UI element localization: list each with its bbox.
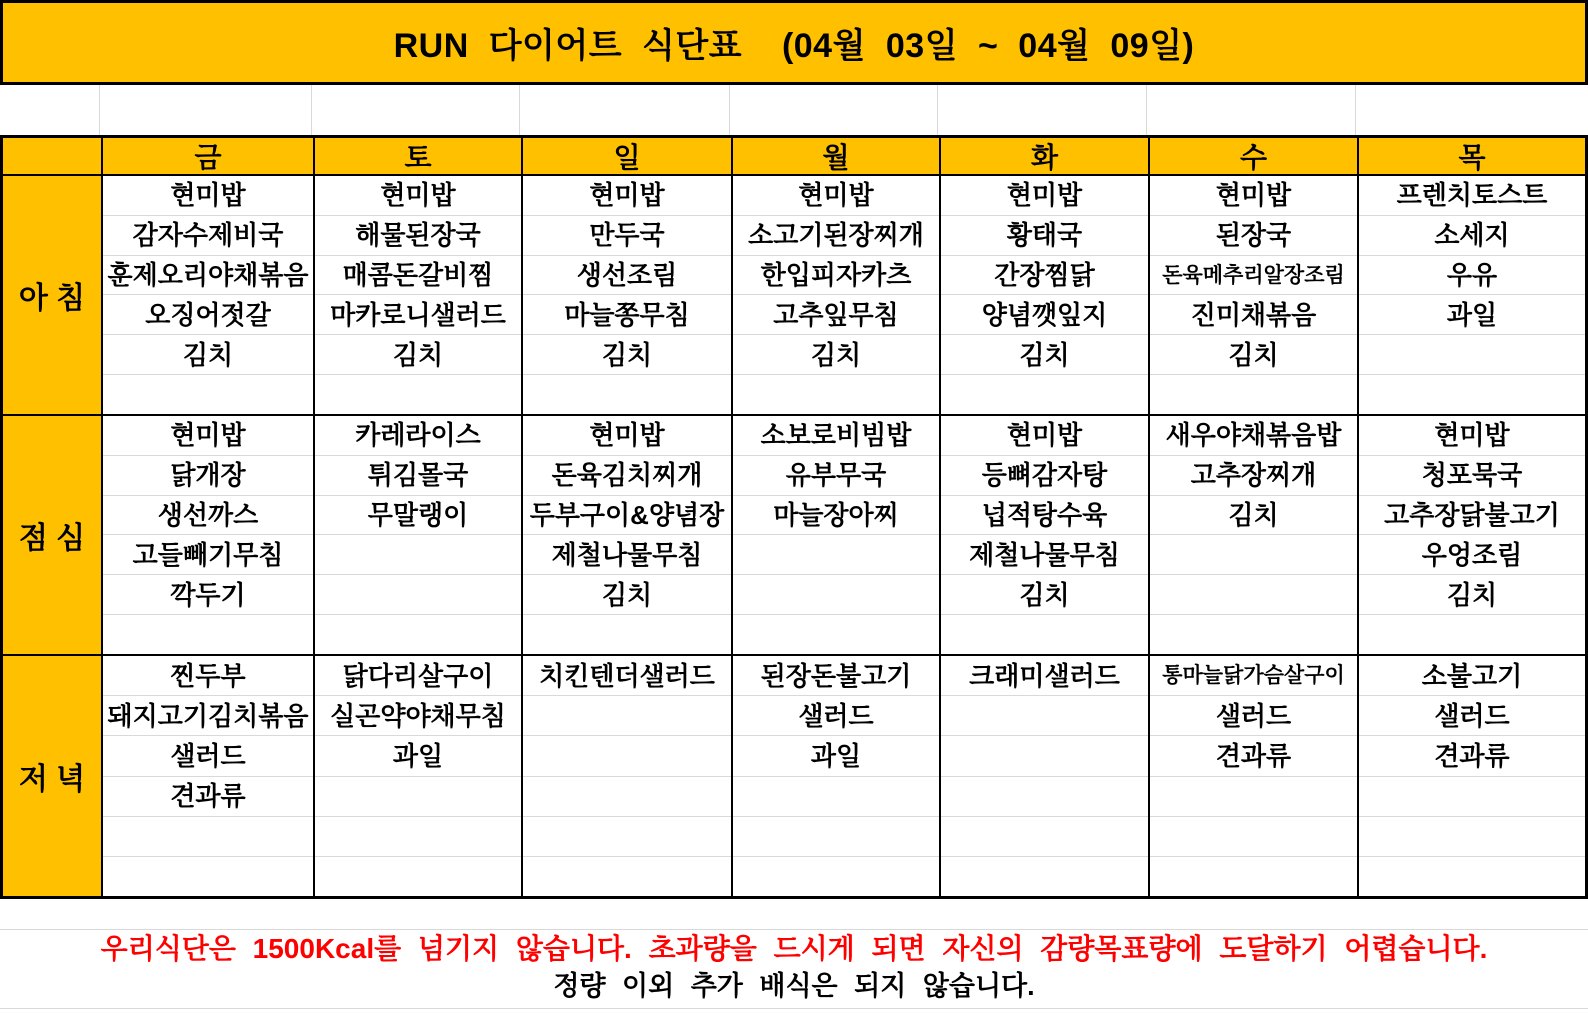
menu-item: 튀김몰국 — [315, 456, 521, 496]
corner-cell — [3, 138, 103, 176]
menu-item: 생선까스 — [103, 496, 313, 536]
empty-slot — [1150, 375, 1357, 414]
footer-divider — [0, 929, 1588, 930]
empty-slot — [1359, 615, 1585, 654]
menu-item: 찐두부 — [103, 656, 313, 696]
menu-item: 통마늘닭가슴살구이 — [1150, 656, 1357, 696]
spacer-cell — [1147, 85, 1356, 135]
spacer-cell — [938, 85, 1147, 135]
menu-item: 크래미샐러드 — [941, 656, 1148, 696]
empty-slot — [941, 817, 1148, 857]
menu-item: 소세지 — [1359, 216, 1585, 256]
menu-item: 현미밥 — [523, 176, 731, 216]
menu-item: 새우야채볶음밥 — [1150, 416, 1357, 456]
menu-item: 현미밥 — [1150, 176, 1357, 216]
menu-item: 김치 — [1150, 335, 1357, 375]
menu-item: 김치 — [941, 335, 1148, 375]
meal-label-lunch: 점 심 — [3, 416, 103, 656]
spacer-cell — [100, 85, 312, 135]
spacer-row — [0, 85, 1588, 135]
menu-cell-dinner-sun — [523, 656, 733, 896]
menu-cell-dinner-wed — [1150, 656, 1359, 896]
menu-cell-dinner-sat — [315, 656, 523, 896]
menu-item: 현미밥 — [733, 176, 939, 216]
calorie-warning-text: 우리식단은 1500Kcal를 넘기지 않습니다. 초과량을 드시게 되면 자신의 감량목표량에 도달하기 어렵습니다. — [100, 933, 1488, 964]
empty-slot — [523, 777, 731, 817]
menu-cell-lunch-sat — [315, 416, 523, 656]
empty-slot — [523, 817, 731, 857]
menu-item: 소보로비빔밥 — [733, 416, 939, 456]
menu-item: 김치 — [733, 335, 939, 375]
menu-item: 만두국 — [523, 216, 731, 256]
menu-item: 현미밥 — [941, 176, 1148, 216]
empty-slot — [1150, 857, 1357, 896]
menu-item: 생선조림 — [523, 256, 731, 296]
empty-slot — [315, 615, 521, 654]
empty-slot — [733, 777, 939, 817]
menu-item: 고추잎무침 — [733, 295, 939, 335]
menu-item: 카레라이스 — [315, 416, 521, 456]
menu-cell-breakfast-tue — [941, 176, 1150, 416]
menu-cell-lunch-wed — [1150, 416, 1359, 656]
empty-slot — [733, 535, 939, 575]
day-header-mon: 월 — [733, 138, 941, 176]
menu-cell-breakfast-fri — [103, 176, 315, 416]
empty-slot — [1150, 535, 1357, 575]
empty-slot — [1359, 777, 1585, 817]
menu-cell-dinner-tue — [941, 656, 1150, 896]
menu-item: 현미밥 — [523, 416, 731, 456]
menu-item: 마카로니샐러드 — [315, 295, 521, 335]
menu-cell-dinner-mon — [733, 656, 941, 896]
menu-item: 마늘쫑무침 — [523, 295, 731, 335]
menu-item: 감자수제비국 — [103, 216, 313, 256]
menu-item: 과일 — [1359, 295, 1585, 335]
menu-item: 닭다리살구이 — [315, 656, 521, 696]
menu-item: 김치 — [523, 335, 731, 375]
empty-slot — [1359, 817, 1585, 857]
menu-cell-breakfast-wed — [1150, 176, 1359, 416]
empty-slot — [733, 575, 939, 615]
menu-cell-breakfast-thu — [1359, 176, 1585, 416]
menu-item: 해물된장국 — [315, 216, 521, 256]
menu-item: 제철나물무침 — [523, 535, 731, 575]
empty-slot — [733, 817, 939, 857]
menu-item: 현미밥 — [103, 176, 313, 216]
menu-item: 훈제오리야채볶음 — [103, 256, 313, 296]
empty-slot — [315, 857, 521, 896]
menu-item: 현미밥 — [1359, 416, 1585, 456]
menu-item: 닭개장 — [103, 456, 313, 496]
menu-item: 제철나물무침 — [941, 535, 1148, 575]
menu-cell-lunch-thu — [1359, 416, 1585, 656]
empty-slot — [1150, 575, 1357, 615]
menu-item: 된장돈불고기 — [733, 656, 939, 696]
menu-item: 고들빼기무침 — [103, 535, 313, 575]
menu-item: 김치 — [523, 575, 731, 615]
day-header-fri: 금 — [103, 138, 315, 176]
empty-slot — [523, 857, 731, 896]
menu-item: 오징어젓갈 — [103, 295, 313, 335]
empty-slot — [1150, 817, 1357, 857]
empty-slot — [941, 736, 1148, 776]
menu-cell-breakfast-mon — [733, 176, 941, 416]
page-title: RUN 다이어트 식단표 (04월 03일 ~ 04월 09일) — [0, 0, 1588, 85]
menu-cell-lunch-sun — [523, 416, 733, 656]
day-header-sat: 토 — [315, 138, 523, 176]
menu-item: 진미채볶음 — [1150, 295, 1357, 335]
menu-table — [0, 135, 1588, 899]
empty-slot — [733, 615, 939, 654]
spacer-cell — [312, 85, 520, 135]
empty-slot — [941, 777, 1148, 817]
menu-cell-lunch-tue — [941, 416, 1150, 656]
empty-slot — [523, 696, 731, 736]
menu-item: 김치 — [1150, 496, 1357, 536]
empty-slot — [941, 857, 1148, 896]
menu-item: 견과류 — [1359, 736, 1585, 776]
bottom-divider — [0, 1008, 1588, 1009]
menu-item: 현미밥 — [103, 416, 313, 456]
menu-item: 샐러드 — [103, 736, 313, 776]
empty-slot — [733, 375, 939, 414]
spacer-cell — [730, 85, 938, 135]
empty-slot — [315, 575, 521, 615]
empty-slot — [1150, 777, 1357, 817]
menu-item: 등뼈감자탕 — [941, 456, 1148, 496]
menu-item: 돈육김치찌개 — [523, 456, 731, 496]
menu-item: 두부구이&양념장 — [523, 496, 731, 536]
empty-slot — [315, 817, 521, 857]
menu-cell-dinner-fri — [103, 656, 315, 896]
menu-item: 우유 — [1359, 256, 1585, 296]
empty-slot — [103, 817, 313, 857]
day-header-tue: 화 — [941, 138, 1150, 176]
menu-item: 무말랭이 — [315, 496, 521, 536]
empty-slot — [941, 375, 1148, 414]
empty-slot — [103, 857, 313, 896]
menu-item: 현미밥 — [315, 176, 521, 216]
menu-item: 깍두기 — [103, 575, 313, 615]
menu-item: 소고기된장찌개 — [733, 216, 939, 256]
menu-item: 간장찜닭 — [941, 256, 1148, 296]
empty-slot — [941, 615, 1148, 654]
menu-item: 양념깻잎지 — [941, 295, 1148, 335]
empty-slot — [523, 615, 731, 654]
menu-item: 김치 — [1359, 575, 1585, 615]
menu-item: 된장국 — [1150, 216, 1357, 256]
empty-slot — [1359, 375, 1585, 414]
menu-item: 김치 — [315, 335, 521, 375]
menu-cell-dinner-thu — [1359, 656, 1585, 896]
empty-slot — [733, 857, 939, 896]
no-extra-serving-notice: 정량 이외 추가 배식은 되지 않습니다. — [553, 971, 1035, 1001]
empty-slot — [315, 777, 521, 817]
menu-item: 견과류 — [103, 777, 313, 817]
menu-item: 넙적탕수육 — [941, 496, 1148, 536]
menu-item: 치킨텐더샐러드 — [523, 656, 731, 696]
menu-item: 소불고기 — [1359, 656, 1585, 696]
menu-item: 청포묵국 — [1359, 456, 1585, 496]
menu-cell-lunch-mon — [733, 416, 941, 656]
menu-item: 김치 — [103, 335, 313, 375]
spacer-cell — [1356, 85, 1588, 135]
menu-item: 현미밥 — [941, 416, 1148, 456]
menu-cell-breakfast-sat — [315, 176, 523, 416]
empty-slot — [103, 615, 313, 654]
empty-slot — [523, 375, 731, 414]
menu-cell-breakfast-sun — [523, 176, 733, 416]
footer — [0, 899, 1588, 1009]
menu-item: 우엉조림 — [1359, 535, 1585, 575]
spacer-cell — [520, 85, 730, 135]
meal-label-dinner: 저 녁 — [3, 656, 103, 896]
menu-item: 유부무국 — [733, 456, 939, 496]
menu-item: 고추장찌개 — [1150, 456, 1357, 496]
menu-item: 과일 — [733, 736, 939, 776]
menu-item: 견과류 — [1150, 736, 1357, 776]
menu-item: 돼지고기김치볶음 — [103, 696, 313, 736]
meal-label-breakfast: 아 침 — [3, 176, 103, 416]
empty-slot — [1359, 857, 1585, 896]
spacer-cell — [0, 85, 100, 135]
menu-cell-lunch-fri — [103, 416, 315, 656]
empty-slot — [1150, 615, 1357, 654]
menu-item: 마늘장아찌 — [733, 496, 939, 536]
menu-item: 샐러드 — [1359, 696, 1585, 736]
menu-item: 샐러드 — [733, 696, 939, 736]
menu-item: 과일 — [315, 736, 521, 776]
menu-item: 김치 — [941, 575, 1148, 615]
menu-item: 한입피자카츠 — [733, 256, 939, 296]
day-header-thu: 목 — [1359, 138, 1585, 176]
empty-slot — [315, 535, 521, 575]
empty-slot — [1359, 335, 1585, 375]
day-header-wed: 수 — [1150, 138, 1359, 176]
menu-item: 샐러드 — [1150, 696, 1357, 736]
menu-item: 황태국 — [941, 216, 1148, 256]
empty-slot — [103, 375, 313, 414]
empty-slot — [523, 736, 731, 776]
menu-item: 프렌치토스트 — [1359, 176, 1585, 216]
menu-item: 실곤약야채무침 — [315, 696, 521, 736]
menu-item: 돈육메추리알장조림 — [1150, 256, 1357, 296]
empty-slot — [315, 375, 521, 414]
empty-slot — [941, 696, 1148, 736]
menu-item: 매콤돈갈비찜 — [315, 256, 521, 296]
day-header-sun: 일 — [523, 138, 733, 176]
menu-item: 고추장닭불고기 — [1359, 496, 1585, 536]
